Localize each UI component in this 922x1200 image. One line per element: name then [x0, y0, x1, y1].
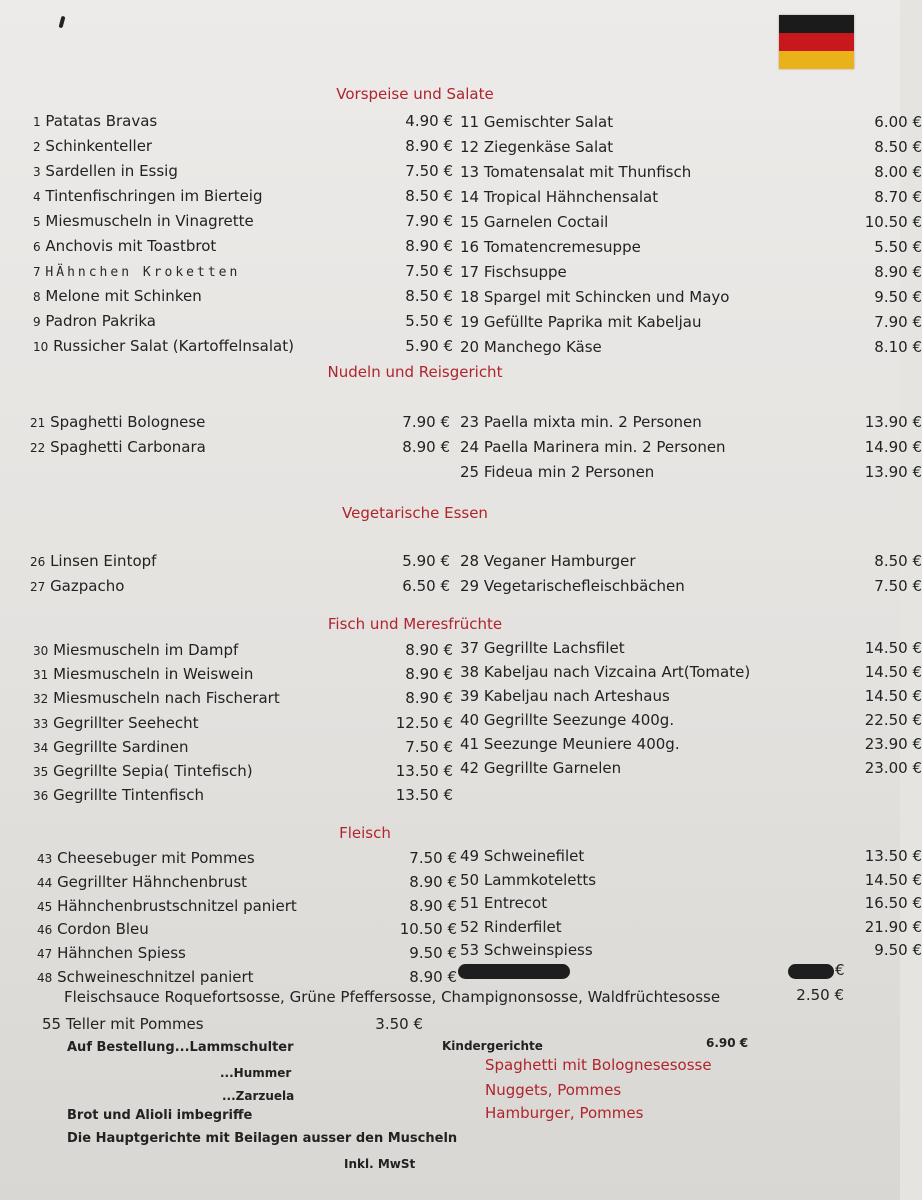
item-name: Sardellen in Essig	[45, 162, 178, 180]
menu-item-row	[33, 663, 453, 685]
item-number: 27	[30, 580, 46, 594]
kinder-item: Spaghetti mit Bolognesesosse	[485, 1056, 712, 1074]
heading-vegetarisch: Vegetarische Essen	[342, 504, 488, 522]
menu-item-row	[460, 685, 922, 707]
item-name: Gegrillte Seezunge 400g.	[483, 711, 675, 729]
item-price: 8.10 €	[874, 338, 922, 356]
heading-nudeln: Nudeln und Reisgericht	[327, 363, 503, 381]
item-name: Gegrillter Seehecht	[53, 713, 199, 732]
item-price: 14.50 €	[864, 870, 922, 889]
menu-item	[33, 285, 202, 308]
item-number: 1	[33, 115, 41, 129]
item-number: 2	[33, 140, 41, 154]
item-price: 6.00 €	[874, 113, 922, 131]
menu-item	[33, 185, 263, 208]
menu-item	[33, 784, 204, 807]
item-number: 48	[37, 971, 53, 985]
item-price: 21.90 €	[864, 917, 922, 936]
menu-item-row	[37, 871, 457, 893]
item-price: 8.50 €	[405, 187, 453, 205]
item-name: Spaghetti Bolognese	[50, 413, 206, 431]
item-number: 33	[33, 716, 49, 731]
menu-item-row	[460, 892, 922, 914]
item-price: 23.00 €	[864, 759, 922, 777]
item-price: 8.90 €	[405, 137, 453, 155]
item-name: Garnelen Coctail	[483, 213, 609, 231]
auf-bestellung: Auf Bestellung...Lammschulter	[67, 1040, 294, 1055]
menu-item-row	[33, 760, 453, 782]
item-price: 8.90 €	[409, 896, 457, 915]
item-number: 32	[33, 692, 49, 707]
item-number: 29	[460, 577, 480, 595]
item-number: 53	[460, 941, 480, 960]
menu-item-row	[460, 550, 922, 572]
menu-item-row	[30, 411, 450, 433]
item-price: 5.50 €	[874, 238, 922, 256]
item-name: Russicher Salat (Kartoffelnsalat)	[53, 337, 294, 355]
menu-item	[33, 260, 240, 284]
redacted-price	[788, 964, 834, 979]
item-number: 47	[37, 947, 53, 962]
menu-item	[460, 336, 602, 358]
item-number: 45	[37, 899, 53, 914]
item-number: 46	[37, 923, 53, 938]
menu-item	[33, 712, 199, 735]
item-number: 6	[33, 240, 41, 254]
menu-item	[30, 436, 206, 459]
item-price: 13.90 €	[864, 463, 922, 481]
item-number: 25	[460, 463, 480, 481]
brot-note: Brot und Alioli imbegriffe	[67, 1108, 253, 1123]
item-name: Tropical Hähnchensalat	[483, 188, 659, 206]
item-number: 49	[460, 847, 480, 865]
item-price: 5.50 €	[405, 312, 453, 330]
item-name: Miesmuscheln im Dampf	[53, 641, 239, 659]
item-price: 14.50 €	[864, 639, 922, 657]
menu-item	[30, 575, 124, 598]
menu-item-row	[460, 637, 922, 659]
item-name: Miesmuscheln in Weiswein	[53, 665, 254, 684]
item-number: 23	[460, 413, 480, 431]
item-name: Gefüllte Paprika mit Kabeljau	[483, 313, 702, 331]
menu-item	[37, 966, 254, 989]
item-number: 39	[460, 687, 480, 705]
item-name: Hähnchenbrustschnitzel paniert	[57, 896, 297, 915]
menu-item	[460, 892, 547, 914]
item-number: 43	[37, 852, 53, 866]
item-name: Gegrillte Lachsfilet	[483, 639, 625, 657]
item-price: 13.90 €	[864, 413, 922, 431]
item-price: 14.90 €	[864, 438, 922, 456]
item-number: 36	[33, 789, 49, 804]
item-name: Fideua min 2 Personen	[483, 463, 655, 481]
menu-item	[460, 939, 593, 961]
heading-vorspeise: Vorspeise und Salate	[336, 85, 494, 103]
item-name: Melone mit Schinken	[45, 287, 202, 305]
item-number: 3	[33, 165, 41, 179]
menu-item	[460, 575, 685, 597]
menu-item	[460, 261, 567, 283]
item-number: 35	[33, 765, 49, 779]
menu-item	[460, 111, 613, 133]
menu-item-row	[33, 784, 453, 806]
hummer: ...Hummer	[220, 1066, 292, 1080]
item-price: 13.50 €	[395, 762, 453, 780]
item-number: 28	[460, 552, 480, 570]
item-name: Fischsuppe	[483, 263, 567, 281]
item-price: 13.50 €	[864, 847, 922, 865]
item-number: 7	[33, 265, 41, 279]
teller-num: 55	[42, 1015, 62, 1033]
item-name: Lammkoteletts	[483, 870, 597, 889]
teller-name: Teller mit Pommes	[65, 1015, 204, 1033]
menu-item	[460, 161, 691, 183]
menu-item	[37, 942, 186, 965]
item-number: 37	[460, 639, 480, 657]
menu-item	[33, 235, 216, 258]
item-name: Schweineschnitzel paniert	[57, 968, 254, 986]
item-number: 4	[33, 190, 41, 204]
menu-item	[30, 411, 205, 434]
menu-item-row	[460, 261, 922, 283]
menu-item	[460, 869, 596, 891]
item-price: 8.90 €	[405, 665, 453, 684]
menu-item	[460, 186, 658, 208]
item-number: 12	[460, 138, 480, 156]
item-name: Hähnchen Spiess	[57, 944, 186, 963]
item-number: 11	[460, 113, 480, 131]
menu-item-row	[460, 186, 922, 208]
item-name: Gemischter Salat	[483, 113, 614, 131]
item-price: 14.50 €	[864, 687, 922, 705]
menu-item	[33, 160, 178, 183]
kinder-item: Nuggets, Pommes	[485, 1081, 622, 1099]
menu-item	[460, 236, 641, 258]
item-name: Manchego Käse	[483, 338, 602, 356]
pen-mark	[59, 16, 66, 29]
kinder-item: Hamburger, Pommes	[485, 1104, 644, 1122]
item-price: 8.70 €	[874, 188, 922, 206]
menu-item	[460, 845, 584, 867]
item-price: 8.90 €	[409, 968, 457, 986]
item-number: 34	[33, 740, 49, 755]
menu-item-row	[460, 709, 922, 731]
german-flag-icon	[779, 15, 854, 69]
menu-item-row	[460, 111, 922, 133]
item-number: 26	[30, 555, 46, 569]
item-price: 7.50 €	[874, 577, 922, 595]
item-name: Vegetarischefleischbächen	[483, 577, 685, 595]
item-name: Patatas Bravas	[45, 112, 158, 130]
menu-item-row	[460, 411, 922, 433]
menu-item-row	[33, 639, 453, 661]
menu-item-row	[33, 335, 453, 357]
menu-item-row	[33, 110, 453, 132]
heading-fleisch: Fleisch	[339, 824, 391, 842]
item-number: 10	[33, 340, 49, 354]
menu-item-row	[33, 687, 453, 709]
menu-item-row	[460, 845, 922, 867]
item-number: 8	[33, 290, 41, 304]
item-price: 5.90 €	[405, 337, 453, 355]
menu-item	[33, 736, 189, 759]
menu-item	[460, 916, 562, 938]
menu-item-row	[460, 236, 922, 258]
menu-item-row	[33, 160, 453, 182]
menu-item-row	[460, 311, 922, 333]
menu-item-row	[460, 211, 922, 233]
item-name: Paella mixta min. 2 Personen	[483, 413, 702, 431]
item-number: 5	[33, 215, 41, 229]
menu-item-row	[460, 733, 922, 755]
item-price: 4.90 €	[405, 112, 453, 130]
menu-item-row	[37, 966, 457, 988]
item-price: 6.50 €	[402, 577, 450, 595]
item-name: Tomatencremesuppe	[483, 238, 641, 256]
menu-item-row	[460, 869, 922, 891]
item-number: 24	[460, 438, 480, 456]
item-name: Cordon Bleu	[57, 920, 149, 939]
item-price: 7.50 €	[405, 737, 453, 756]
menu-item-row	[33, 135, 453, 157]
item-name: Rinderfilet	[483, 917, 562, 936]
menu-item	[460, 436, 726, 458]
teller-item	[42, 1014, 204, 1034]
item-name: Miesmuscheln in Vinagrette	[45, 212, 254, 230]
menu-item	[33, 687, 280, 710]
item-price: 12.50 €	[395, 713, 453, 732]
item-price: 8.90 €	[402, 438, 450, 456]
item-price: 7.50 €	[405, 162, 453, 180]
menu-item	[460, 311, 702, 333]
redacted-price-suffix: €	[835, 961, 845, 979]
menu-item-row	[37, 918, 457, 940]
item-name: Schweinefilet	[483, 847, 585, 865]
item-number: 19	[460, 313, 480, 331]
menu-item	[460, 637, 625, 659]
item-number: 15	[460, 213, 480, 231]
item-number: 30	[33, 644, 49, 658]
item-name: Gazpacho	[50, 577, 125, 595]
item-price: 8.90 €	[405, 237, 453, 255]
menu-item-row	[33, 260, 453, 282]
item-name: Cheesebuger mit Pommes	[57, 849, 255, 867]
item-number: 13	[460, 163, 480, 181]
menu-item	[460, 461, 654, 483]
redacted-item	[458, 964, 570, 979]
item-name: Paella Marinera min. 2 Personen	[483, 438, 726, 456]
item-name: Linsen Eintopf	[50, 552, 157, 570]
menu-item	[33, 639, 238, 662]
menu-item	[37, 871, 247, 894]
menu-item	[460, 757, 621, 779]
item-number: 14	[460, 188, 480, 206]
menu-item	[33, 310, 156, 333]
heading-fisch: Fisch und Meresfrüchte	[327, 615, 503, 633]
menu-item-row	[460, 336, 922, 358]
menu-item-row	[460, 286, 922, 308]
menu-item-row	[33, 185, 453, 207]
menu-item	[460, 550, 636, 572]
sauce-text: Fleischsauce Roquefortsosse, Grüne Pfeffersosse, Champignonsosse, Waldfrüchtesosse	[64, 988, 721, 1006]
item-number: 40	[460, 711, 480, 729]
menu-item-row	[460, 161, 922, 183]
menu-item-row	[30, 436, 450, 458]
item-price: 23.90 €	[864, 735, 922, 753]
item-number: 44	[37, 875, 53, 890]
menu-item-row	[460, 916, 922, 938]
menu-item-row	[37, 942, 457, 964]
menu-item	[37, 918, 149, 941]
item-price: 10.50 €	[864, 213, 922, 231]
item-name: Schinkenteller	[45, 137, 153, 155]
item-price: 7.50 €	[405, 262, 453, 280]
menu-item-row	[460, 661, 922, 683]
item-number: 22	[30, 441, 46, 455]
item-number: 52	[460, 917, 480, 936]
kinder-price: 6.90 €	[706, 1036, 749, 1050]
menu-item	[460, 211, 608, 233]
item-name: Spaghetti Carbonara	[50, 438, 206, 456]
item-price: 7.50 €	[409, 849, 457, 867]
item-name: Entrecot	[483, 894, 548, 913]
item-name: Gegrillte Garnelen	[483, 759, 622, 777]
menu-item	[460, 661, 750, 683]
item-name: Gegrillte Tintenfisch	[53, 786, 204, 805]
menu-item	[33, 663, 253, 686]
menu-item-row	[33, 712, 453, 734]
menu-item-row	[33, 736, 453, 758]
item-price: 7.90 €	[874, 313, 922, 331]
item-number: 21	[30, 416, 46, 430]
menu-item	[460, 709, 674, 731]
item-number: 16	[460, 238, 480, 256]
menu-item	[33, 210, 254, 233]
menu-item-row	[33, 235, 453, 257]
item-price: 8.90 €	[405, 641, 453, 659]
menu-item	[37, 847, 255, 870]
item-price: 7.90 €	[405, 212, 453, 230]
item-price: 8.90 €	[409, 872, 457, 891]
item-name: Gegrillte Sardinen	[53, 737, 189, 756]
item-name: Spargel mit Schincken und Mayo	[483, 288, 730, 306]
item-name: Anchovis mit Toastbrot	[45, 237, 217, 255]
item-price: 13.50 €	[395, 786, 453, 805]
menu-item-row	[30, 550, 450, 572]
item-number: 9	[33, 315, 41, 329]
menu-item-row	[30, 575, 450, 597]
menu-item	[460, 411, 702, 433]
item-price: 8.50 €	[874, 552, 922, 570]
menu-item	[33, 110, 157, 133]
item-name: Ziegenkäse Salat	[483, 138, 614, 156]
item-price: 8.50 €	[874, 138, 922, 156]
hauptgerichte-note: Die Hauptgerichte mit Beilagen ausser den Muscheln	[67, 1131, 458, 1146]
menu-item-row	[33, 310, 453, 332]
menu-item	[460, 733, 680, 755]
menu-item-row	[33, 210, 453, 232]
menu-item-row	[460, 136, 922, 158]
item-price: 9.50 €	[874, 941, 922, 960]
item-name: Gegrillter Hähnchenbrust	[57, 872, 248, 891]
mwst-note: Inkl. MwSt	[344, 1157, 416, 1171]
item-price: 9.50 €	[874, 288, 922, 306]
item-price: 14.50 €	[864, 663, 922, 681]
item-name: Tintenfischringen im Bierteig	[45, 187, 263, 205]
item-price: 8.50 €	[405, 287, 453, 305]
item-name: Kabeljau nach Vizcaina Art(Tomate)	[483, 663, 751, 681]
menu-item-row	[37, 895, 457, 917]
menu-item-row	[460, 575, 922, 597]
menu-item	[30, 550, 156, 573]
item-name: Schweinspiess	[483, 941, 593, 960]
item-name: Gegrillte Sepia( Tintefisch)	[53, 762, 253, 780]
menu-item	[460, 286, 729, 308]
item-price: 16.50 €	[864, 894, 922, 913]
item-number: 18	[460, 288, 480, 306]
item-price: 9.50 €	[409, 944, 457, 963]
item-price: 8.90 €	[405, 689, 453, 708]
teller-price: 3.50 €	[375, 1015, 423, 1033]
menu-item	[460, 685, 670, 707]
item-price: 8.00 €	[874, 163, 922, 181]
item-number: 50	[460, 870, 480, 889]
item-name: Padron Pakrika	[45, 312, 156, 330]
menu-item	[33, 335, 294, 358]
item-number: 38	[460, 663, 480, 681]
item-number: 31	[33, 668, 49, 683]
item-number: 17	[460, 263, 480, 281]
menu-item	[460, 136, 613, 158]
item-price: 5.90 €	[402, 552, 450, 570]
menu-item-row	[460, 461, 922, 483]
item-price: 10.50 €	[399, 920, 457, 939]
zarzuela: ...Zarzuela	[222, 1089, 295, 1103]
item-number: 42	[460, 759, 480, 777]
menu-item-row	[460, 757, 922, 779]
menu-item	[37, 895, 297, 918]
item-name: Miesmuscheln nach Fischerart	[53, 689, 280, 708]
item-price: 8.90 €	[874, 263, 922, 281]
item-number: 20	[460, 338, 480, 356]
menu-item	[33, 135, 152, 158]
item-price: 7.90 €	[402, 413, 450, 431]
item-price: 22.50 €	[864, 711, 922, 729]
item-number: 51	[460, 894, 480, 913]
item-name: HÄhnchen Kroketten	[45, 265, 241, 280]
item-name: Kabeljau nach Arteshaus	[483, 687, 670, 705]
menu-item-row	[33, 285, 453, 307]
menu-item-row	[460, 939, 922, 961]
menu-item	[33, 760, 253, 783]
item-name: Veganer Hamburger	[483, 552, 636, 570]
item-number: 41	[460, 735, 480, 753]
item-name: Tomatensalat mit Thunfisch	[483, 163, 692, 181]
sauce-price: 2.50 €	[796, 986, 844, 1004]
menu-item-row	[460, 436, 922, 458]
item-name: Seezunge Meuniere 400g.	[483, 735, 680, 753]
menu-item-row	[37, 847, 457, 869]
kinder-title: Kindergerichte	[442, 1039, 543, 1053]
